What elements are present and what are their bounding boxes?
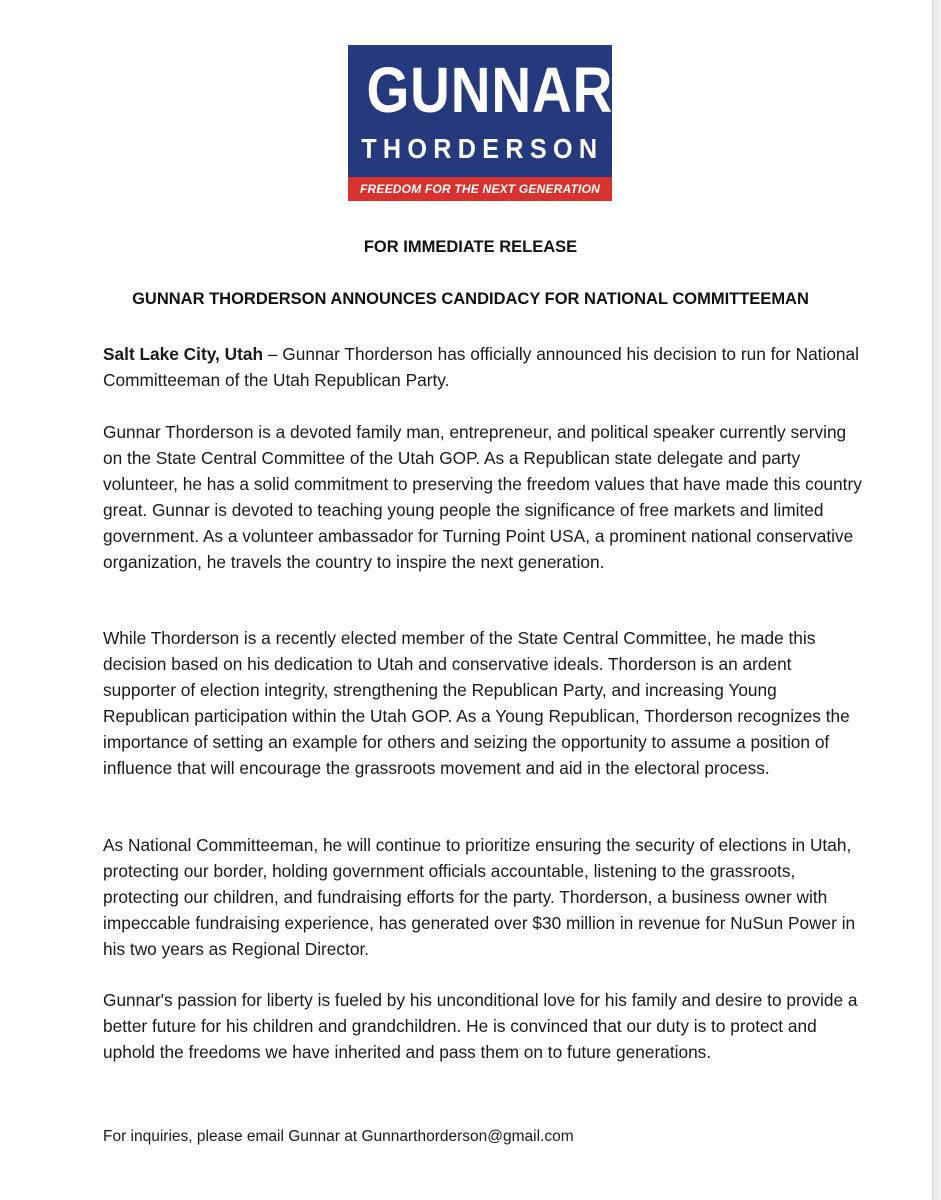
body-paragraph-4 (103, 987, 863, 1065)
body-paragraph-3 (103, 832, 863, 962)
logo-last-name: THORDERSON (361, 133, 604, 164)
dateline-location: Salt Lake City, Utah (103, 344, 264, 364)
body-paragraph-1 (103, 419, 863, 575)
headline: GUNNAR THORDERSON ANNOUNCES CANDIDACY FOR NATIONAL COMMITTEEMAN (132, 290, 809, 308)
logo-tagline: FREEDOM FOR THE NEXT GENERATION (348, 177, 612, 201)
page-edge (932, 0, 941, 1200)
release-label: FOR IMMEDIATE RELEASE (363, 238, 578, 256)
paragraph-text: Gunnar Thorderson is a devoted family man, entrepreneur, and political speaker currently serving on the State Central Committee of the Utah GOP. As a Republican state delegate and party volunteer, he has a solid commitment to preserving the freedom values that have made this country great. Gunnar is devoted to teaching young people the significance of free markets and limited government. As a volunteer ambassador for Turning Point USA, a prominent national conservative organization, he travels the country to inspire the next generation. (103, 422, 862, 572)
paragraph-text: While Thorderson is a recently elected member of the State Central Committee, he made this decision based on his dedication to Utah and conservative ideals. Thorderson is an ardent supporter of election integrity, strengthening the Republican Party, and increasing Young Republican participation within the Utah GOP. As a Young Republican, Thorderson recognizes the importance of setting an example for others and seizing the opportunity to assume a position of influence that will encourage the grassroots movement and aid in the electoral process. (103, 628, 850, 778)
dateline-text: – Gunnar Thorderson has officially announced his decision to run for National Committeeman of the Utah Republican Party. (103, 344, 859, 390)
paragraph-text: Gunnar's passion for liberty is fueled by his unconditional love for his family and desire to provide a better future for his children and grandchildren. He is convinced that our duty is to protect and uphold the freedoms we have inherited and pass them on to future generations. (103, 990, 858, 1062)
paragraph-text: As National Committeeman, he will continue to prioritize ensuring the security of elections in Utah, protecting our border, holding government officials accountable, listening to the grassroots, protecting our children, and fundraising efforts for the party. Thorderson, a business owner with impeccable fundraising experience, has generated over $30 million in revenue for NuSun Power in his two years as Regional Director. (103, 835, 856, 959)
dateline-paragraph (103, 341, 863, 393)
contact-footer: For inquiries, please email Gunnar at Gunnarthorderson@gmail.com (103, 1128, 574, 1145)
campaign-logo (348, 45, 612, 201)
logo-first-name: GUNNAR (366, 54, 614, 126)
body-paragraph-2 (103, 625, 863, 781)
